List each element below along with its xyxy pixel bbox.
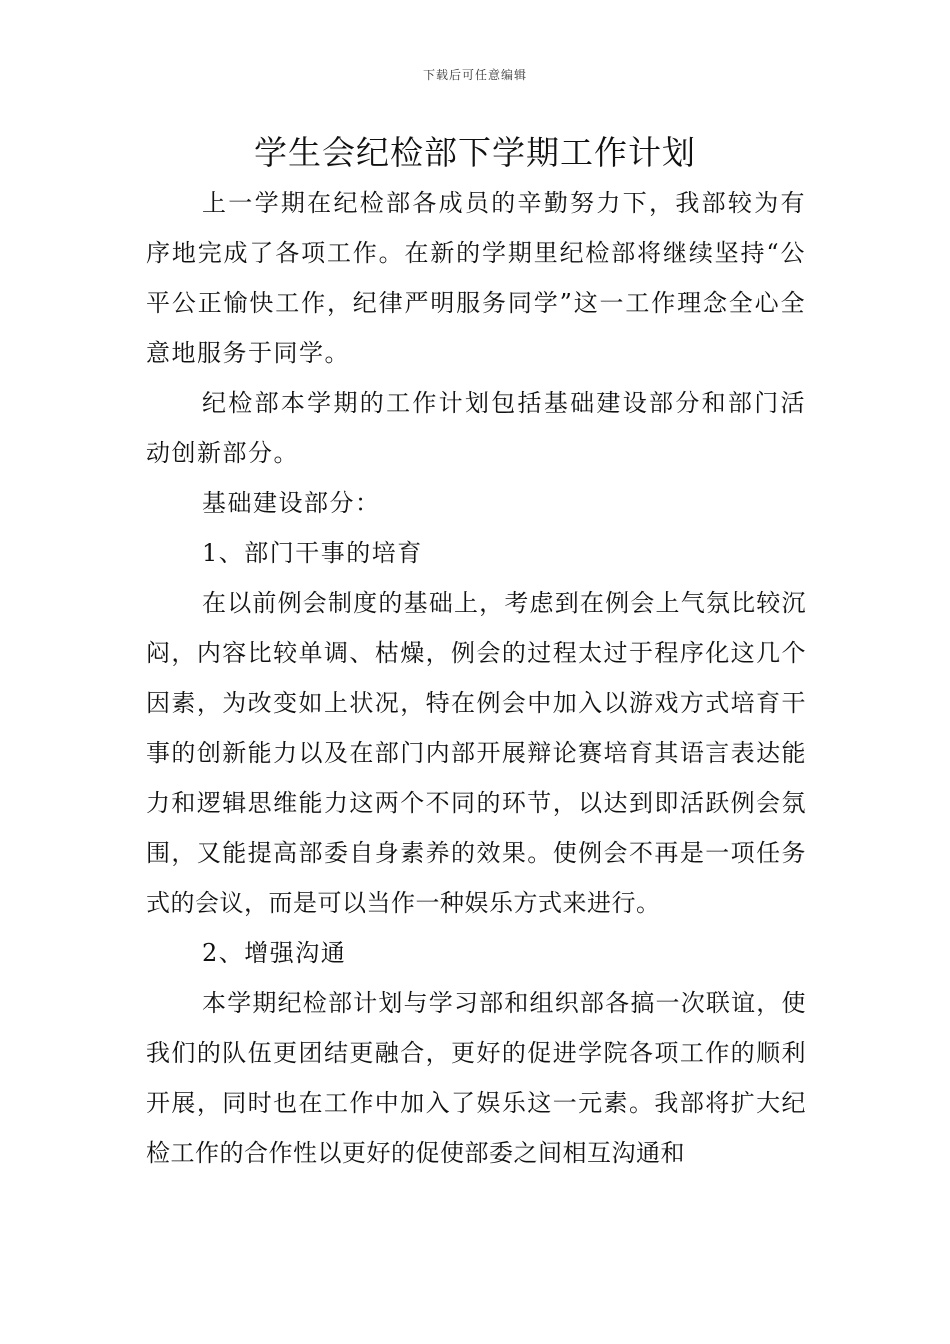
document-body [146, 178, 806, 1178]
paragraph-intro: 上一学期在纪检部各成员的辛勤努力下，我部较为有序地完成了各项工作。在新的学期里纪检部将继续坚持“公平公正愉快工作，纪律严明服务同学”这一工作理念全心全意地服务于同学。 [146, 189, 806, 367]
paragraph-communication: 本学期纪检部计划与学习部和组织部各搞一次联谊，使我们的队伍更团结更融合，更好的促进学院各项工作的顺利开展，同时也在工作中加入了娱乐这一元素。我部将扩大纪检工作的合作性以更好的促使部委之间相互沟通和 [146, 989, 806, 1167]
subheading-communication: 2、增强沟通 [202, 939, 347, 967]
page-title: 学生会纪检部下学期工作计划 [254, 133, 696, 172]
paragraph-plan-overview: 纪检部本学期的工作计划包括基础建设部分和部门活动创新部分。 [146, 389, 806, 467]
section-heading-foundation: 基础建设部分： [202, 489, 381, 517]
subheading-staff-training: 1、部门干事的培育 [202, 539, 423, 567]
header-note: 下载后可任意编辑 [422, 68, 527, 82]
paragraph-staff-training: 在以前例会制度的基础上，考虑到在例会上气氛比较沉闷，内容比较单调、枯燥，例会的过程太过于程序化这几个因素，为改变如上状况，特在例会中加入以游戏方式培育干事的创新能力以及在部门内部开展辩论赛培育其语言表达能力和逻辑思维能力这两个不同的环节，以达到即活跃例会氛围，又能提高部委自身素养的效果。使例会不再是一项任务式的会议，而是可以当作一种娱乐方式来进行。 [146, 589, 806, 917]
